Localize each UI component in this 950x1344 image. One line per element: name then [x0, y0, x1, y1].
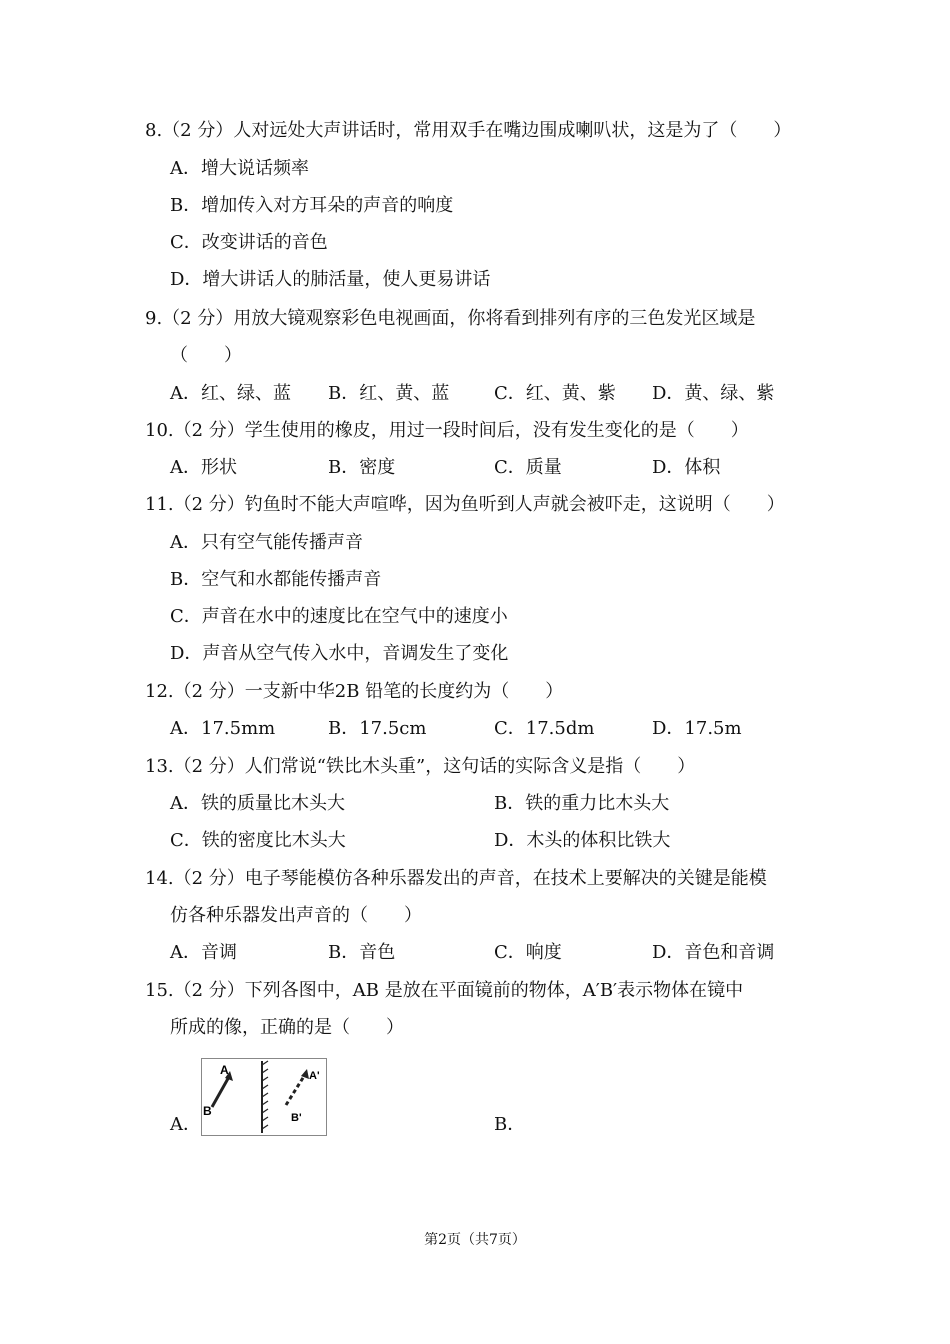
label-a: A [220, 1063, 229, 1077]
question-9-option-a: A．红、绿、蓝 [170, 383, 291, 404]
question-8-option-c: C．改变讲话的音色 [170, 232, 328, 253]
question-10-option-b: B．密度 [328, 457, 396, 478]
label-b: B [203, 1104, 212, 1118]
question-9-option-d: D．黄、绿、紫 [652, 383, 775, 404]
question-12-option-a: A．17.5mm [170, 718, 276, 739]
question-11-option-c: C．声音在水中的速度比在空气中的速度小 [170, 606, 508, 627]
question-11-option-d: D．声音从空气传入水中，音调发生了变化 [170, 643, 509, 664]
question-12-option-b: B．17.5cm [328, 718, 427, 739]
question-11-stem: 11.（2 分）钓鱼时不能大声喧哗，因为鱼听到人声就会被吓走，这说明（ ） [145, 494, 785, 515]
question-15-option-a: A． [170, 1114, 201, 1135]
question-12-option-c: C．17.5dm [494, 718, 595, 739]
question-8-option-d: D．增大讲话人的肺活量，使人更易讲话 [170, 269, 491, 290]
question-14-option-d: D．音色和音调 [652, 942, 775, 963]
question-13-option-d: D．木头的体积比铁大 [494, 830, 671, 851]
question-13-stem: 13.（2 分）人们常说“铁比木头重”，这句话的实际含义是指（ ） [145, 756, 696, 777]
label-b-prime: B' [291, 1112, 302, 1124]
question-11-option-a: A．只有空气能传播声音 [170, 532, 363, 553]
question-14-option-a: A．音调 [170, 942, 237, 963]
mirror-figure-a [201, 1058, 327, 1136]
question-15-stem-line2: 所成的像，正确的是（ ） [170, 1017, 404, 1038]
question-8-stem: 8.（2 分）人对远处大声讲话时，常用双手在嘴边围成喇叭状，这是为了（ ） [145, 120, 792, 141]
question-9-stem-line1: 9.（2 分）用放大镜观察彩色电视画面，你将看到排列有序的三色发光区域是 [145, 308, 756, 329]
question-9-stem-line2: （ ） [170, 345, 242, 366]
page-footer: 第2页（共7页） [424, 1232, 526, 1248]
question-15-option-b: B． [494, 1114, 526, 1135]
image-ab-arrow [286, 1073, 306, 1105]
question-13-option-a: A．铁的质量比木头大 [170, 793, 345, 814]
question-10-stem: 10.（2 分）学生使用的橡皮，用过一段时间后，没有发生变化的是（ ） [145, 420, 749, 441]
question-14-option-b: B．音色 [328, 942, 396, 963]
question-12-stem: 12.（2 分）一支新中华2B 铅笔的长度约为（ ） [145, 681, 564, 702]
question-8-option-b: B．增加传入对方耳朵的声音的响度 [170, 195, 454, 216]
question-12-option-d: D．17.5m [652, 718, 742, 739]
question-10-option-d: D．体积 [652, 457, 721, 478]
question-9-option-b: B．红、黄、蓝 [328, 383, 450, 404]
question-14-stem-line1: 14.（2 分）电子琴能模仿各种乐器发出的声音，在技术上要解决的关键是能模 [145, 868, 767, 889]
question-10-option-a: A．形状 [170, 457, 237, 478]
question-9-option-c: C．红、黄、紫 [494, 383, 616, 404]
question-13-option-c: C．铁的密度比木头大 [170, 830, 346, 851]
label-a-prime: A' [309, 1070, 320, 1082]
question-15-stem-line1: 15.（2 分）下列各图中，AB 是放在平面镜前的物体，A′B′表示物体在镜中 [145, 980, 744, 1001]
question-10-option-c: C．质量 [494, 457, 562, 478]
question-14-stem-line2: 仿各种乐器发出声音的（ ） [170, 905, 422, 926]
question-14-option-c: C．响度 [494, 942, 562, 963]
object-ab-arrow [212, 1075, 230, 1107]
question-11-option-b: B．空气和水都能传播声音 [170, 569, 382, 590]
mirror-diagram [202, 1059, 326, 1135]
question-13-option-b: B．铁的重力比木头大 [494, 793, 670, 814]
question-8-option-a: A．增大说话频率 [170, 158, 309, 179]
